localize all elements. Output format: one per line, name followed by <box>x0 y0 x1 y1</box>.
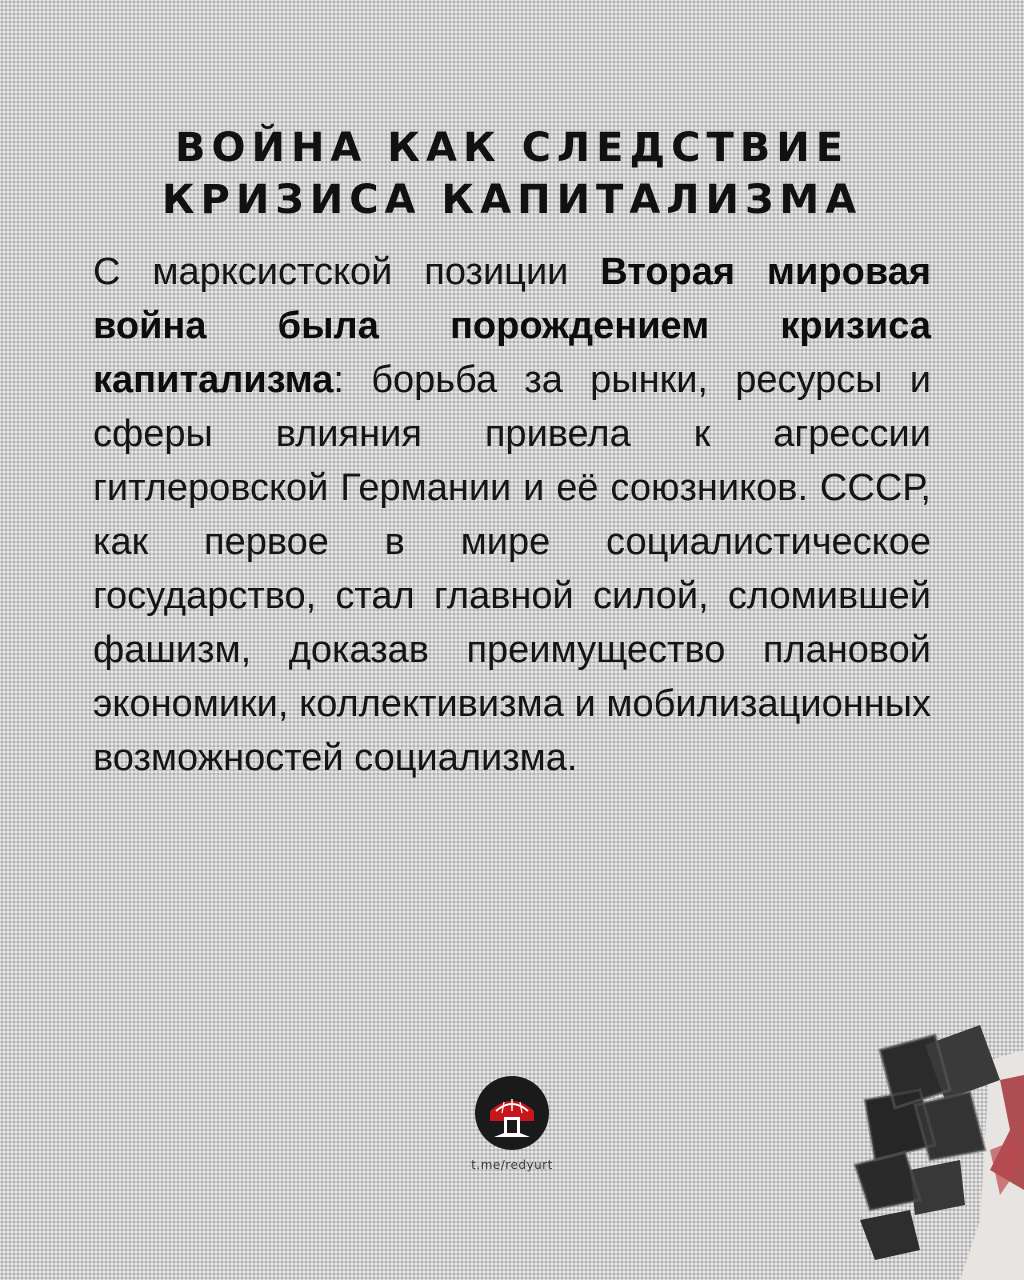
post-title-line-1: ВОЙНА КАК СЛЕДСТВИЕ <box>174 125 850 171</box>
body-rest: : борьба за рынки, ресурсы и сферы влияния привела к агрессии гитлеровской Германии и её союзников. СССР, как первое в мире социалистическое государство, стал главной силой, сломившей фашизм, доказав преимущество плановой экономики, коллективизма и мобилизационных возможностей социализма. <box>93 359 931 779</box>
post-title-line-2: КРИЗИСА КАПИТАЛИЗМА <box>161 177 863 223</box>
telegram-link[interactable]: t.me/redyurt <box>471 1158 553 1172</box>
post-body <box>93 245 931 785</box>
torn-paper-decoration <box>840 1020 1024 1280</box>
post-title <box>60 122 964 226</box>
body-intro: С марксистской позиции <box>93 251 601 293</box>
body-highlight: Вторая мировая война была порождением кризиса капитализма <box>93 251 931 401</box>
yurt-logo-icon <box>474 1075 550 1151</box>
